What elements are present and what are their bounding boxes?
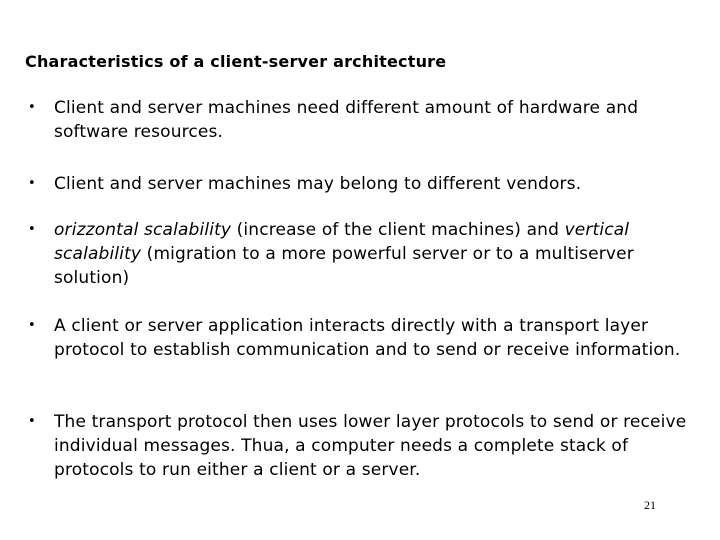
bullet-text (54, 218, 712, 290)
bullet-item (28, 410, 712, 482)
bullet-text: A client or server application interacts directly with a transport layer protocol to establish communication and to send or receive information. (54, 316, 681, 360)
bullet-item (28, 314, 712, 362)
bullet-dot: • (28, 222, 36, 237)
bullet-item (28, 172, 712, 196)
italic-term: orizzontal scalability (54, 220, 232, 240)
bullet-text: Client and server machines need different amount of hardware and software resources. (54, 98, 639, 142)
slide-title: Characteristics of a client-server architecture (25, 52, 447, 71)
bullet-dot: • (28, 176, 36, 191)
bullet-dot: • (28, 100, 36, 115)
bullet-dot: • (28, 318, 36, 333)
italic-term: vertical scalability (54, 220, 630, 264)
bullet-text: Client and server machines may belong to different vendors. (54, 174, 582, 194)
bullet-dot: • (28, 414, 36, 429)
bullet-text: The transport protocol then uses lower layer protocols to send or receive individual messages. Thua, a computer needs a complete stack of protocols to run either a client or a server. (54, 412, 687, 480)
page-number: 21 (644, 498, 656, 512)
bullet-text-part: (increase of the client machines) and (231, 220, 565, 240)
bullet-item (28, 218, 712, 290)
bullet-item (28, 96, 712, 144)
bullet-text-part: (migration to a more powerful server or to a multiserver solution) (54, 244, 634, 288)
